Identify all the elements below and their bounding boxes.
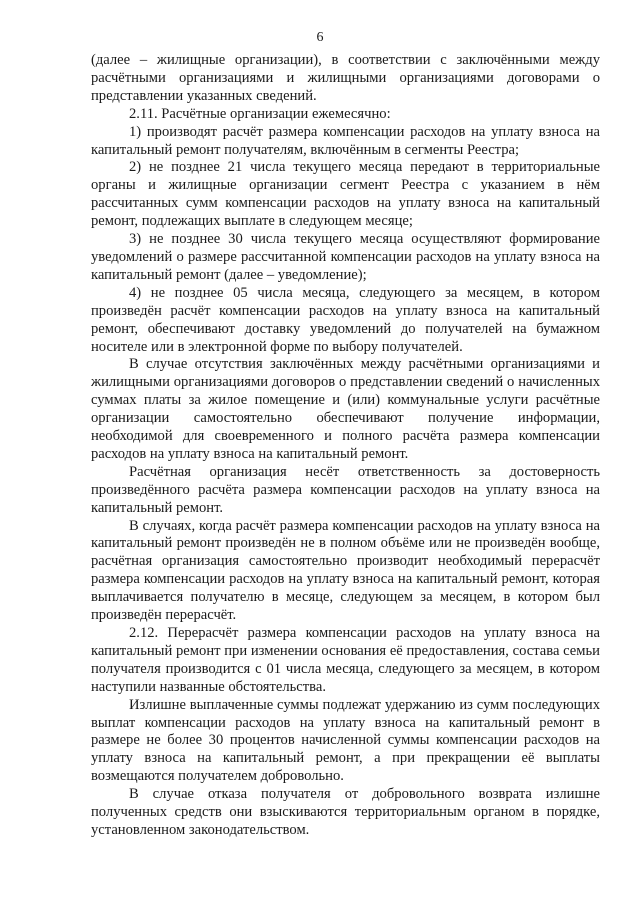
paragraph-item-2: 2) не позднее 21 числа текущего месяца передают в территориальные органы и жилищные организации сегмент Реестра с указанием в нём рассчитанных сумм компенсации расходов на уплату взноса на капитальный ремонт, подлежащих выплате в следующем месяце; [91,159,600,230]
paragraph-section-2-12: 2.12. Перерасчёт размера компенсации расходов на уплату взноса на капитальный ремонт при изменении основания её предоставления, состава семьи получателя производится с 01 числа месяца, следующего за месяцем, в котором наступили названные обстоятельства. [91,625,600,695]
document-body [91,52,600,840]
paragraph-item-4: 4) не позднее 05 числа месяца, следующего за месяцем, в котором произведён расчёт компенсации расходов на уплату взноса на капитальный ремонт, обеспечивают доставку уведомлений до получателей на бумажном носителе или в электронной форме по выбору получателей. [91,284,600,355]
paragraph-no-contracts: В случае отсутствия заключённых между расчётными организациями и жилищными организациями договоров о представлении сведений о начисленных суммах платы за жилое помещение и (или) коммунальные услуги расчётные организации самостоятельно обеспечивают получение информации, необходимой для своевременного и полного расчёта размера компенсации расходов на уплату взноса на капитальный ремонт. [91,356,600,462]
paragraph-refusal: В случае отказа получателя от добровольного возврата излишне полученных средств они взыскиваются территориальным органом в порядке, установленном законодательством. [91,786,600,838]
paragraph-continuation: (далее – жилищные организации), в соответствии с заключёнными между расчётными организациями и жилищными организациями договорами о представлении указанных сведений. [91,52,600,104]
paragraph-recalculation-cases: В случаях, когда расчёт размера компенсации расходов на уплату взноса на капитальный ремонт произведён не в полном объёме или не произведён вообще, расчётная организация самостоятельно производит необходимый перерасчёт размера компенсации расходов на уплату взноса на капитальный ремонт, которая выплачивается получателю в месяце, следующем за месяцем, в котором был произведён перерасчёт. [91,517,600,624]
paragraph-section-2-11: 2.11. Расчётные организации ежемесячно: [129,105,391,122]
paragraph-overpayment: Излишне выплаченные суммы подлежат удержанию из сумм последующих выплат компенсации расходов на уплату взноса на капитальный ремонт в размере не более 30 процентов начисленной суммы компенсации расходов на уплату взноса на капитальный ремонт, а при прекращении её выплаты возмещаются получателем добровольно. [91,696,600,785]
page-number: 6 [316,30,324,45]
paragraph-item-3: 3) не позднее 30 числа текущего месяца осуществляют формирование уведомлений о размере рассчитанной компенсации расходов на уплату взноса на капитальный ремонт (далее – уведомление); [91,231,600,283]
paragraph-item-1: 1) производят расчёт размера компенсации расходов на уплату взноса на капитальный ремонт получателям, включённым в сегменты Реестра; [91,123,600,158]
paragraph-responsibility: Расчётная организация несёт ответственность за достоверность произведённого расчёта размера компенсации расходов на уплату взноса на капитальный ремонт. [91,463,600,516]
